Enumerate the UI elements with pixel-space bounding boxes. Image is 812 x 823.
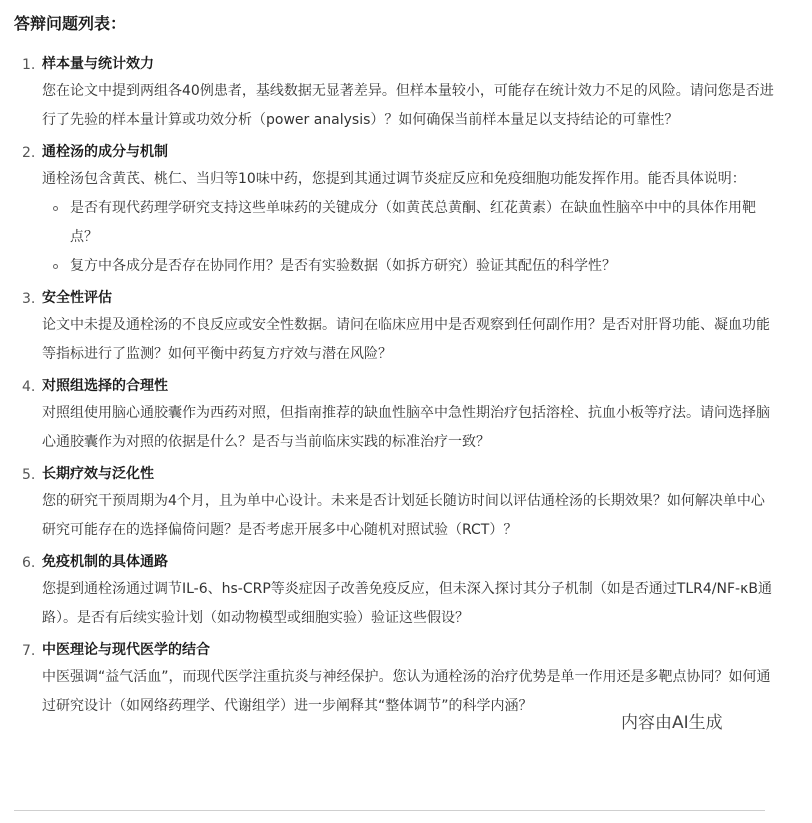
bottom-divider [14,810,765,811]
question-number: 5. [22,467,36,483]
ai-generated-watermark: 内容由AI生成 [621,713,723,733]
question-title: 通栓汤的成分与机制 [42,144,168,160]
question-title: 对照组选择的合理性 [42,378,168,394]
question-number: 2. [22,145,36,161]
question-item-4 [0,373,776,457]
sub-question-item [42,252,776,281]
question-item-2 [0,139,776,281]
question-item-3 [0,285,776,369]
question-title: 免疫机制的具体通路 [42,554,168,570]
question-title: 中医理论与现代医学的结合 [42,642,210,658]
circle-bullet-icon [53,264,58,269]
question-title: 长期疗效与泛化性 [42,466,154,482]
question-number: 4. [22,379,36,395]
question-number: 6. [22,555,36,571]
question-list [0,51,812,725]
question-item-5 [0,461,776,545]
sub-question-item [42,194,776,252]
question-body: 论文中未提及通栓汤的不良反应或安全性数据。请问在临床应用中是否观察到任何副作用？是否对肝肾功能、凝血功能等指标进行了监测？如何平衡中药复方疗效与潜在风险？ [42,317,770,362]
question-body: 您提到通栓汤通过调节IL-6、hs-CRP等炎症因子改善免疫反应，但未深入探讨其分子机制（如是否通过TLR4/NF-κB通路）。是否有后续实验计划（如动物模型或细胞实验）验证这些假设？ [42,581,772,626]
circle-bullet-icon [53,206,58,211]
sub-question-text: 复方中各成分是否存在协同作用？是否有实验数据（如拆方研究）验证其配伍的科学性？ [70,258,616,274]
question-item-7 [0,637,776,721]
question-title: 安全性评估 [42,290,112,306]
sub-question-list [42,194,776,281]
page-heading: 答辩问题列表： [14,14,127,33]
sub-question-text: 是否有现代药理学研究支持这些单味药的关键成分（如黄芪总黄酮、红花黄素）在缺血性脑卒中中的具体作用靶点？ [70,200,756,245]
question-body: 您的研究干预周期为4个月，且为单中心设计。未来是否计划延长随访时间以评估通栓汤的长期效果？如何解决单中心研究可能存在的选择偏倚问题？是否考虑开展多中心随机对照试验（RCT）？ [42,493,765,538]
question-body: 通栓汤包含黄芪、桃仁、当归等10味中药，您提到其通过调节炎症反应和免疫细胞功能发挥作用。能否具体说明： [42,171,746,187]
question-item-1 [0,51,776,135]
question-body: 中医强调“益气活血”，而现代医学注重抗炎与神经保护。您认为通栓汤的治疗优势是单一作用还是多靶点协同？如何通过研究设计（如网络药理学、代谢组学）进一步阐释其“整体调节”的科学内涵？ [42,669,771,714]
question-number: 1. [22,57,36,73]
question-item-6 [0,549,776,633]
question-number: 7. [22,643,36,659]
question-title: 样本量与统计效力 [42,56,154,72]
question-number: 3. [22,291,36,307]
question-body: 对照组使用脑心通胶囊作为西药对照，但指南推荐的缺血性脑卒中急性期治疗包括溶栓、抗血小板等疗法。请问选择脑心通胶囊作为对照的依据是什么？是否与当前临床实践的标准治疗一致？ [42,405,770,450]
question-body: 您在论文中提到两组各40例患者，基线数据无显著差异。但样本量较小，可能存在统计效力不足的风险。请问您是否进行了先验的样本量计算或功效分析（power analysis）？如何确保当前样本量足以支持结论的可靠性？ [42,83,774,128]
